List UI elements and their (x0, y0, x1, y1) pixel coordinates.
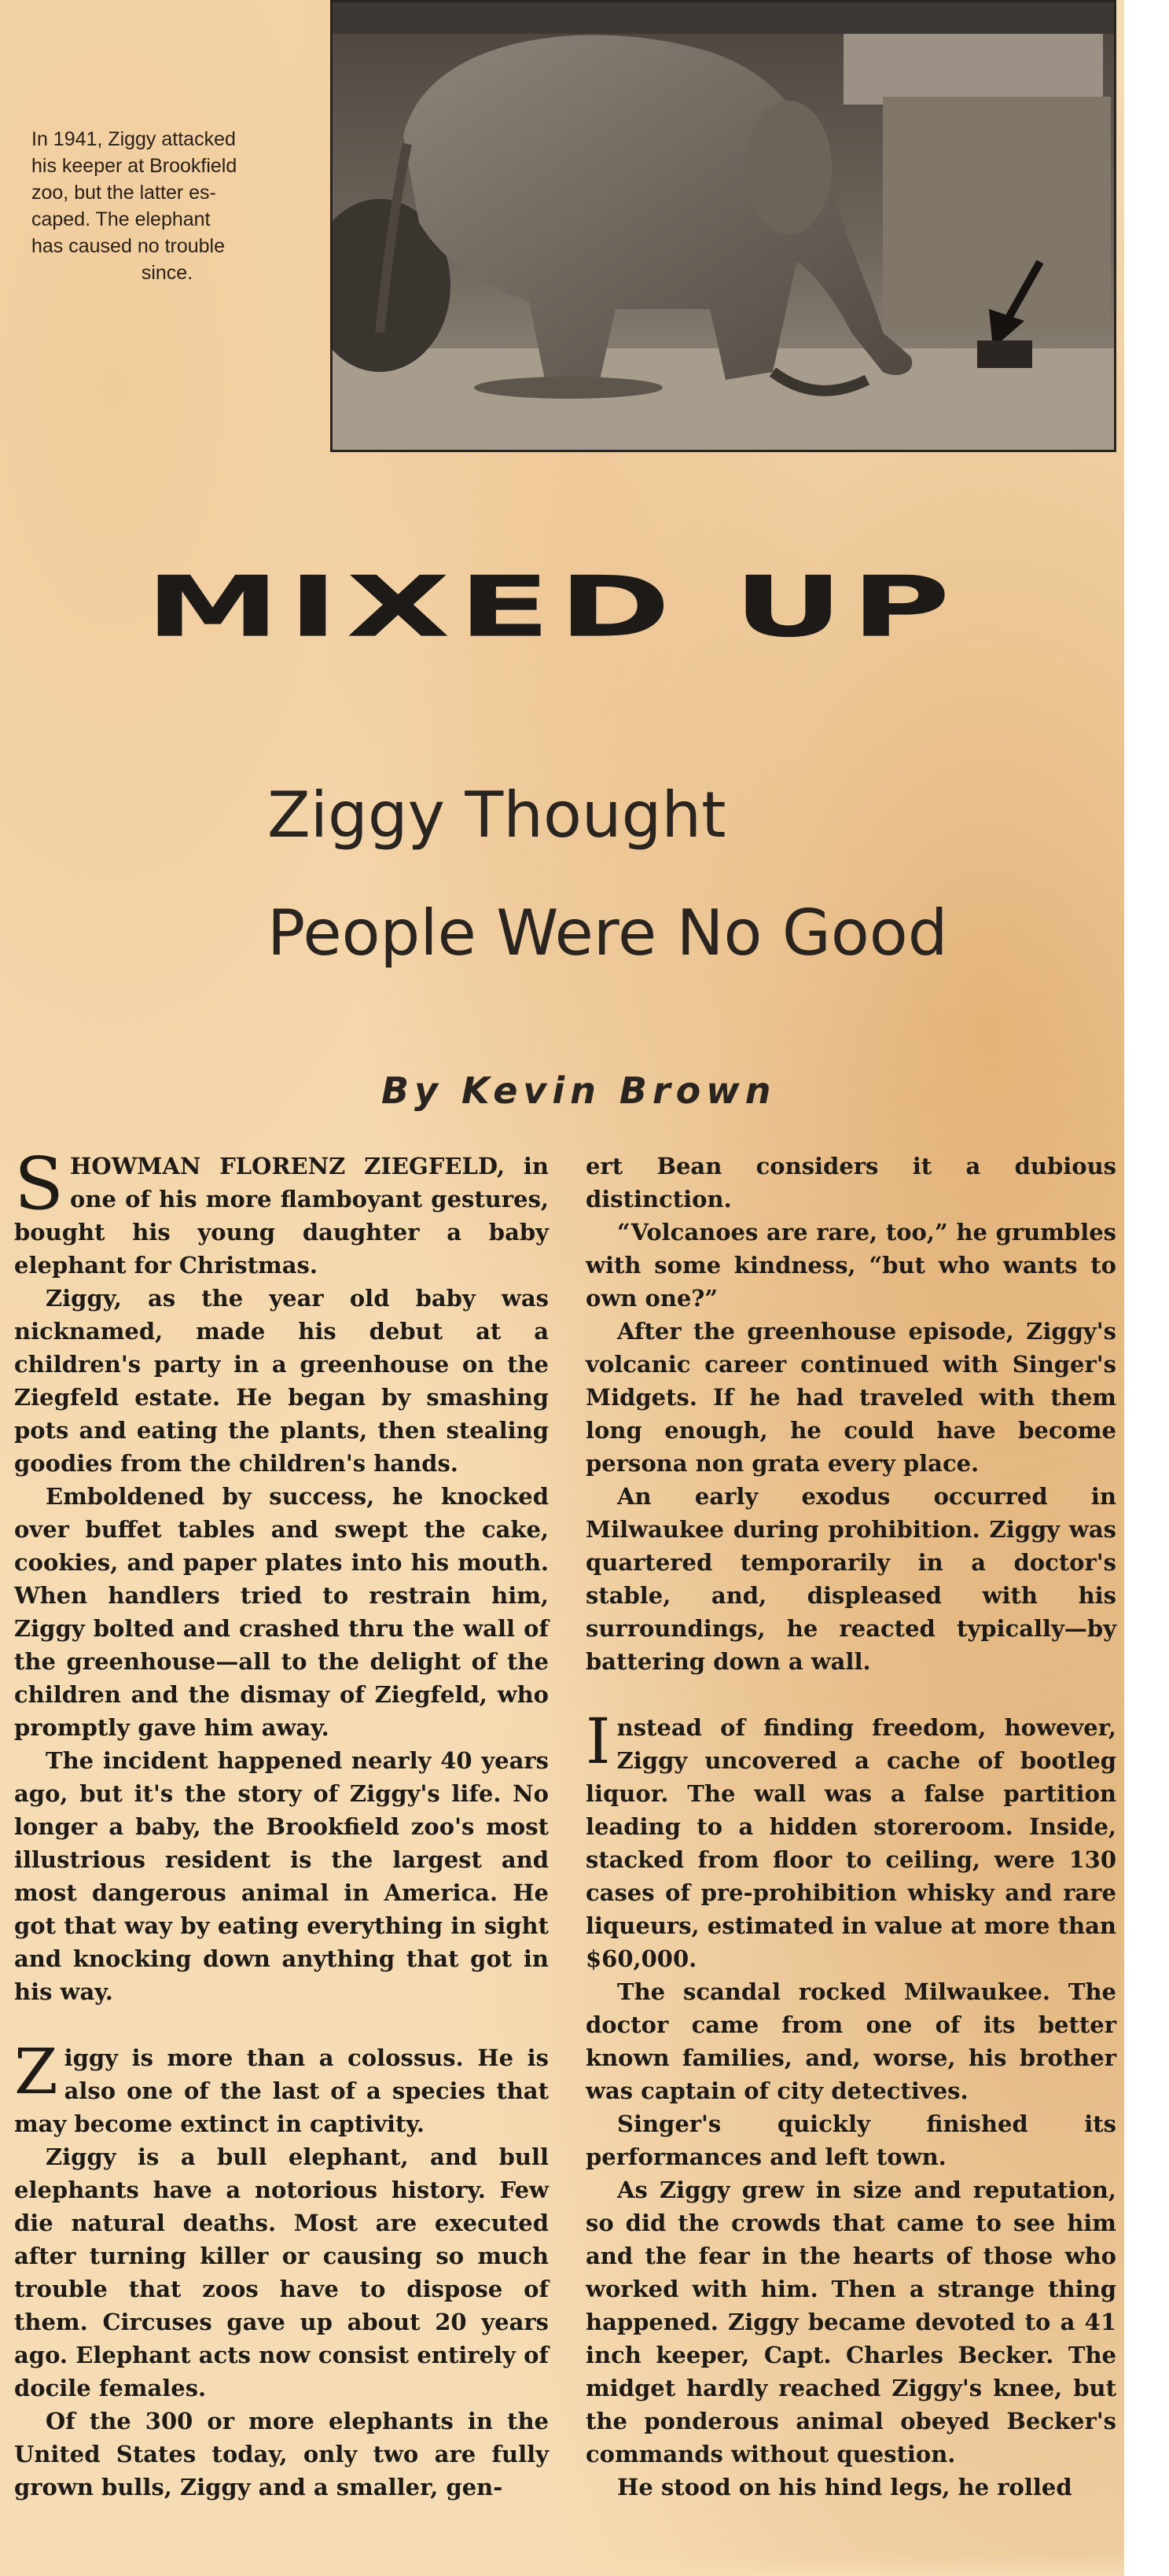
drop-cap: I (586, 1705, 611, 1778)
caption-line: caped. The elephant (31, 208, 211, 230)
article-paragraph: After the greenhouse episode, Ziggy's volcanic career continued with Singer's Midgets. If he had traveled with them long enough, he could have become persona non grata every place. (586, 1318, 1116, 1477)
caption-line: In 1941, Ziggy attacked (31, 128, 236, 150)
article-column-right (586, 1150, 1116, 2504)
subheadline-line-2: People Were No Good (267, 896, 948, 970)
page-bottom-fade (0, 2556, 1124, 2576)
caption-line: has caused no trouble (31, 235, 226, 257)
article-column-left (14, 1142, 549, 2504)
article-paragraph: Of the 300 or more elephants in the United States today, only two are fully grown bulls, Ziggy and a smaller, gen- (14, 2408, 549, 2501)
paragraph-text: HOWMAN FLORENZ ZIEGFELD, in one of his more flamboyant gestures, bought his young daughter a baby elephant for Christmas. (14, 1153, 549, 1279)
article-paragraph: As Ziggy grew in size and reputation, so did the crowds that came to see him and the fear in the hearts of those who worked with him. Then a strange thing happened. Ziggy became devoted to a 41 inch keeper, Capt. Charles Becker. The midget hardly reached Ziggy's knee, but the ponderous animal obeyed Becker's commands without question. (586, 2177, 1116, 2467)
paragraph-text: nstead of finding freedom, however, Ziggy uncovered a cache of bootleg liquor. The wall was a false partition leading to a hidden storeroom. Inside, stacked from floor to ceiling, were 130 cases of pre-prohibition whisky and rare liqueurs, estimated in value at more than $60,000. (586, 1714, 1116, 1972)
caption-line: since. (141, 262, 193, 284)
byline: By Kevin Brown (381, 1069, 777, 1112)
article-paragraph: Emboldened by success, he knocked over buffet tables and swept the cake, cookies, and paper plates into his mouth. When handlers tried to restrain him, Ziggy bolted and crashed thru the wall of the greenhouse—all to the delight of the children and the dismay of Ziegfeld, who promptly gave him away. (14, 1483, 549, 1741)
elephant-photo (330, 0, 1116, 452)
article-paragraph (14, 1142, 549, 1282)
article-paragraph: The scandal rocked Milwaukee. The doctor came from one of its better known families, and, worse, his brother was captain of city detectives. (586, 1978, 1116, 2104)
caption-line: zoo, but the latter es- (31, 182, 216, 204)
scan-margin (1124, 0, 1169, 2576)
drop-cap: Z (14, 2035, 58, 2108)
article-paragraph: Ziggy, as the year old baby was nicknamed, made his debut at a children's party in a greenhouse on the Ziegfeld estate. He began by smashing pots and eating the plants, then stealing goodies from the children's hands. (14, 1285, 549, 1477)
article-paragraph: An early exodus occurred in Milwaukee during prohibition. Ziggy was quartered temporarily in a doctor's stable, and, displeased with his surroundings, he reacted typically—by battering down a wall. (586, 1483, 1116, 1675)
photo-caption (31, 126, 303, 286)
paragraph-text: iggy is more than a colossus. He is also one of the last of a species that may become extinct in captivity. (14, 2044, 549, 2137)
article-paragraph: “Volcanoes are rare, too,” he grumbles with some kindness, “but who wants to own one?” (586, 1219, 1116, 1312)
article-paragraph: He stood on his hind legs, he rolled (617, 2474, 1072, 2501)
article-paragraph (586, 1705, 1116, 1975)
caption-line: his keeper at Brookfield (31, 155, 237, 177)
article-paragraph: The incident happened nearly 40 years ago, but it's the story of Ziggy's life. No longer a baby, the Brookfield zoo's most illustrious resident is the largest and most dangerous animal in America. He got that way by eating everything in sight and knocking down anything that got in his way. (14, 1747, 549, 2005)
subheadline-line-1: Ziggy Thought (267, 778, 726, 852)
headline: MIXED UP (145, 558, 958, 656)
article-paragraph: Ziggy is a bull elephant, and bull elephants have a notorious history. Few die natural deaths. Most are executed after turning killer or causing so much trouble that zoos have to dispose of them. Circuses gave up about 20 years ago. Elephant acts now consist entirely of docile females. (14, 2144, 549, 2401)
elephant-photo-image (333, 2, 1114, 450)
article-paragraph (14, 2035, 549, 2140)
article-paragraph: ert Bean considers it a dubious distinction. (586, 1153, 1116, 1213)
drop-cap: S (14, 1142, 64, 1226)
article-paragraph: Singer's quickly finished its performances and left town. (586, 2110, 1116, 2170)
